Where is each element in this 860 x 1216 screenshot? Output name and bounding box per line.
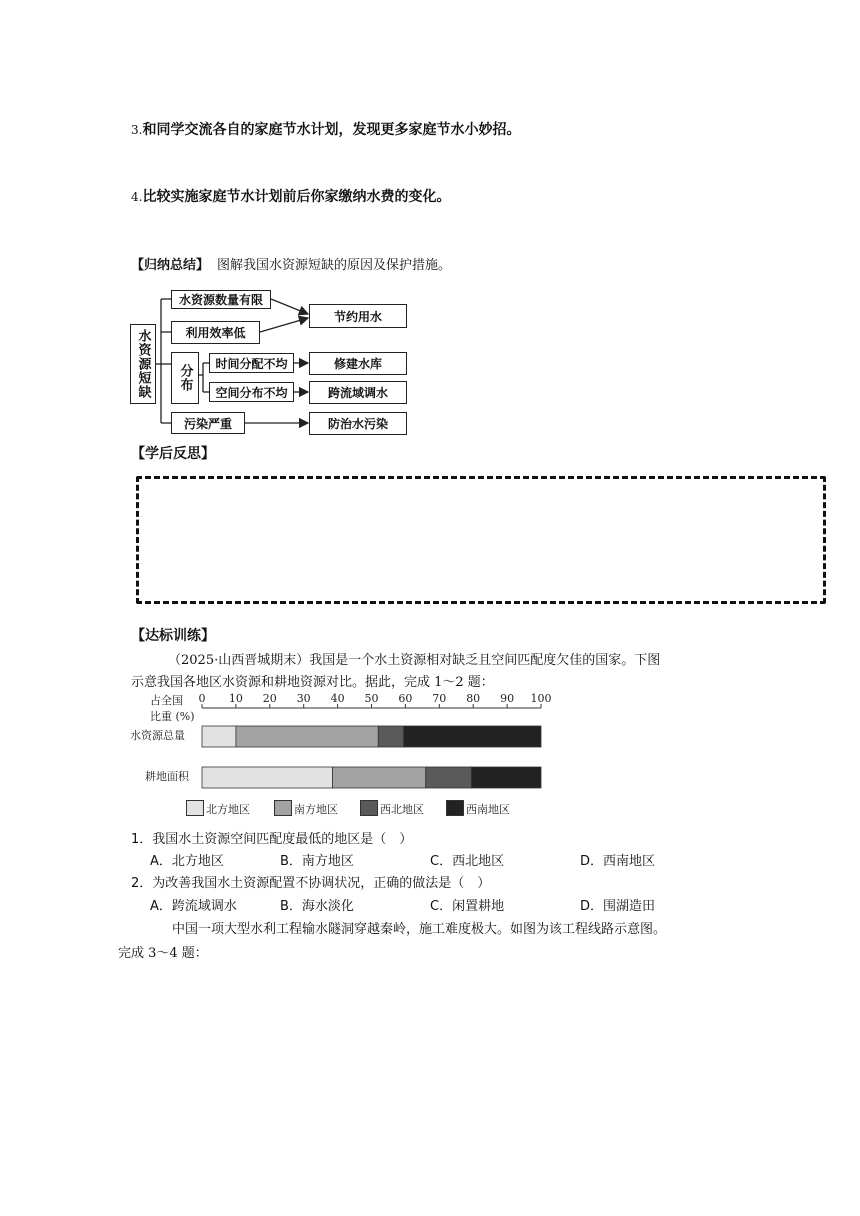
training-intro-line2: 示意我国各地区水资源和耕地资源对比。据此，完成 1～2 题： — [131, 675, 494, 690]
bar-segment-farmland-2 — [426, 767, 472, 788]
measure-save-water: 节约用水 — [309, 304, 407, 328]
q1-option-b[interactable]: B．南方地区 — [280, 854, 354, 869]
bar-segment-farmland-1 — [333, 767, 426, 788]
legend-swatch-3 — [446, 800, 464, 816]
bar-segment-water-0 — [202, 726, 236, 747]
x-tick-label: 100 — [530, 692, 552, 705]
x-tick-label: 30 — [296, 692, 311, 705]
stacked-bar-chart — [0, 680, 860, 830]
q2-option-b[interactable]: B．海水淡化 — [280, 899, 354, 914]
legend-label-0: 北方地区 — [206, 803, 250, 816]
task-4-text: 比较实施家庭节水计划前后你家缴纳水费的变化。 — [142, 189, 451, 205]
q2-option-c[interactable]: C．闲置耕地 — [430, 899, 505, 914]
question-1-stem: 1．我国水土资源空间匹配度最低的地区是（ ） — [131, 832, 413, 847]
next-intro-line1: 中国一项大型水利工程输水隧洞穿越秦岭，施工难度极大。如图为该工程线路示意图。 — [172, 922, 667, 937]
x-tick-label: 40 — [330, 692, 345, 705]
chart-axis-label-1: 占全国 — [150, 694, 183, 707]
legend-swatch-1 — [274, 800, 292, 816]
legend-swatch-2 — [360, 800, 378, 816]
x-tick-label: 20 — [262, 692, 277, 705]
task-3-number: 3. — [131, 123, 143, 137]
measure-build-reservoir: 修建水库 — [309, 352, 407, 375]
x-tick-label: 60 — [398, 692, 413, 705]
legend-label-2: 西北地区 — [380, 803, 424, 816]
next-intro-line2: 完成 3～4 题： — [118, 946, 208, 961]
task-3-text: 和同学交流各自的家庭节水计划，发现更多家庭节水小妙招。 — [142, 122, 521, 138]
category-label-farmland: 耕地面积 — [145, 770, 189, 783]
category-label-water: 水资源总量 — [130, 729, 185, 742]
task-4-number: 4. — [131, 190, 143, 204]
flowchart-root: 水资源短缺 — [130, 324, 156, 404]
bar-segment-water-1 — [236, 726, 378, 747]
q1-option-c[interactable]: C．西北地区 — [430, 854, 505, 869]
reflection-heading: 【学后反思】 — [131, 446, 215, 462]
x-tick-label: 90 — [500, 692, 515, 705]
cause-quantity-limited: 水资源数量有限 — [171, 290, 271, 309]
legend-label-3: 西南地区 — [466, 803, 510, 816]
bar-segment-water-2 — [378, 726, 403, 747]
legend-swatch-0 — [186, 800, 204, 816]
q2-option-d[interactable]: D．围湖造田 — [580, 899, 656, 914]
reflection-box — [136, 476, 826, 604]
cause-pollution: 污染严重 — [171, 412, 245, 434]
q1-option-a[interactable]: A．北方地区 — [150, 854, 224, 869]
x-tick-label: 80 — [466, 692, 481, 705]
cause-distribution: 分布 — [171, 352, 199, 404]
flowchart-connectors — [0, 0, 860, 450]
chart-axis-label-2: 比重 (%) — [150, 710, 195, 723]
measure-prevent-pollution: 防治水污染 — [309, 412, 407, 435]
question-2-stem: 2．为改善我国水土资源配置不协调状况，正确的做法是（ ） — [131, 876, 491, 891]
summary-heading: 【归纳总结】 — [131, 258, 210, 273]
cause-low-efficiency: 利用效率低 — [171, 321, 260, 344]
bar-segment-farmland-3 — [472, 767, 541, 788]
x-tick-label: 50 — [364, 692, 379, 705]
summary-text: 图解我国水资源短缺的原因及保护措施。 — [217, 258, 452, 273]
cause-time-uneven: 时间分配不均 — [209, 353, 294, 373]
x-tick-label: 0 — [198, 692, 206, 705]
training-heading: 【达标训练】 — [131, 628, 215, 644]
x-tick-label: 10 — [228, 692, 243, 705]
q1-option-d[interactable]: D．西南地区 — [580, 854, 656, 869]
q2-option-a[interactable]: A．跨流域调水 — [150, 899, 237, 914]
measure-water-transfer: 跨流域调水 — [309, 381, 407, 404]
training-intro-line1: （2025·山西晋城期末）我国是一个水土资源相对缺乏且空间匹配度欠佳的国家。下图 — [168, 653, 661, 668]
x-tick-label: 70 — [432, 692, 447, 705]
cause-space-uneven: 空间分布不均 — [209, 382, 294, 402]
bar-segment-water-3 — [404, 726, 541, 747]
legend-label-1: 南方地区 — [294, 803, 338, 816]
bar-segment-farmland-0 — [202, 767, 333, 788]
